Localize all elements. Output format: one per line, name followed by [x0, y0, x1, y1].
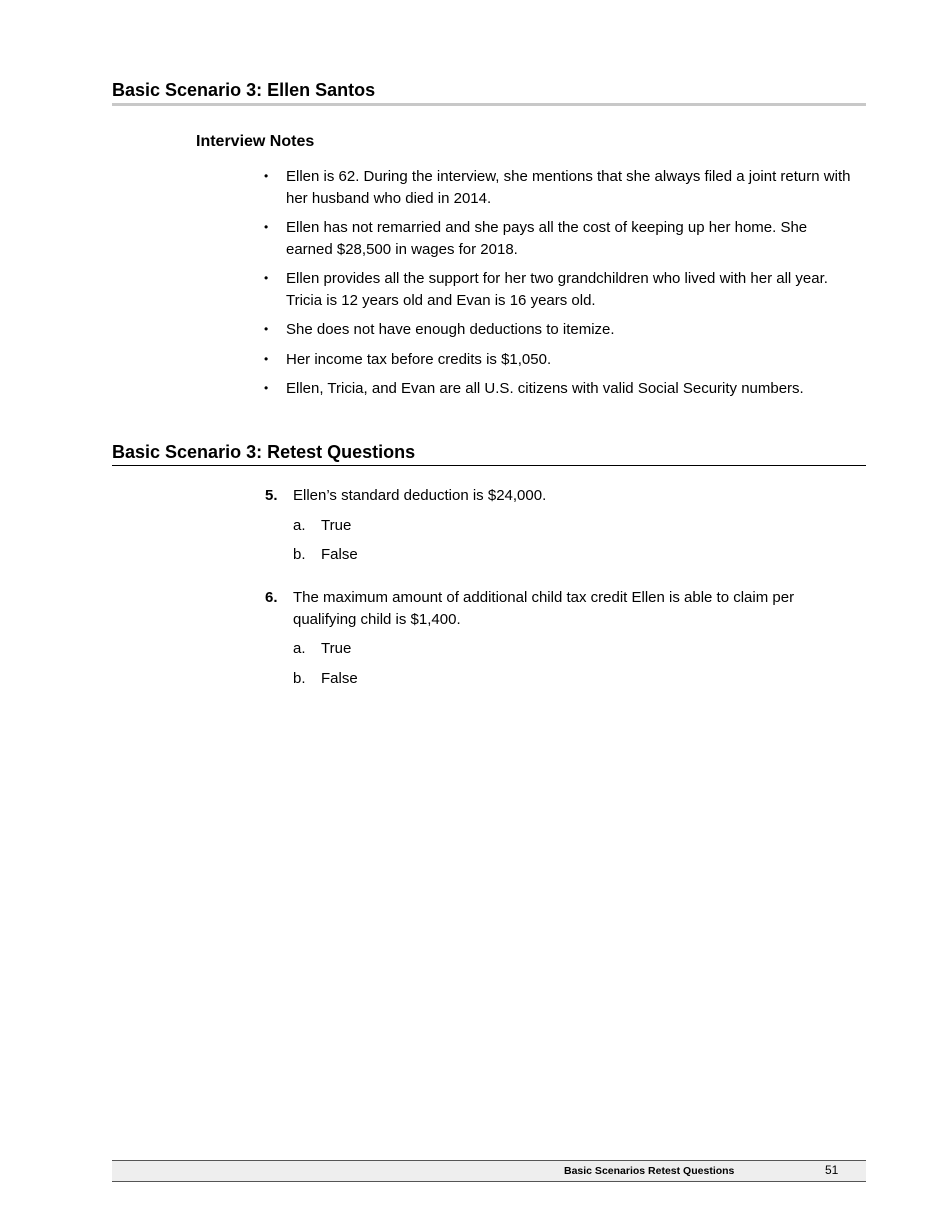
answer-option-false [293, 544, 845, 566]
page-footer [112, 1160, 866, 1182]
answer-option-true [293, 515, 845, 537]
list-item [264, 319, 854, 341]
question-text: Ellen’s standard deduction is $24,000. [293, 487, 547, 504]
answer-option-false [293, 668, 845, 690]
answer-option-true [293, 638, 845, 660]
option-letter: b. [293, 546, 306, 563]
option-letter: a. [293, 640, 306, 657]
section-heading-scenario: Basic Scenario 3: Ellen Santos [112, 80, 376, 100]
question-number: 6. [265, 589, 278, 606]
bullet-icon: • [264, 351, 269, 366]
option-text: False [321, 669, 358, 687]
answer-options [293, 638, 845, 689]
page-number: 51 [825, 1163, 839, 1177]
list-item [264, 217, 854, 260]
answer-options [293, 515, 845, 566]
footer-title: Basic Scenarios Retest Questions [564, 1165, 735, 1177]
option-text: False [321, 546, 358, 563]
bullet-icon: • [264, 220, 269, 234]
heading-rule [112, 465, 866, 466]
option-letter: b. [293, 669, 306, 687]
note-text: Ellen is 62. During the interview, she mentions that she always filed a joint return with her husband who died in 2014. [286, 168, 851, 207]
question-stem [265, 485, 845, 507]
option-text: True [321, 640, 352, 657]
interview-notes-heading: Interview Notes [196, 133, 315, 150]
section-heading-retest: Basic Scenario 3: Retest Questions [112, 442, 416, 462]
bullet-icon: • [264, 381, 269, 395]
bullet-icon: • [264, 271, 269, 285]
list-item [264, 378, 854, 400]
bullet-icon: • [264, 322, 269, 336]
heading-rule [112, 103, 866, 106]
interview-notes-list [264, 166, 854, 408]
list-item [264, 166, 854, 209]
option-letter: a. [293, 516, 306, 534]
question-6 [265, 587, 845, 697]
question-stem [265, 587, 845, 630]
question-5 [265, 485, 845, 574]
list-item [264, 268, 854, 311]
note-text: Her income tax before credits is $1,050. [286, 350, 552, 368]
note-text: She does not have enough deductions to itemize. [286, 321, 615, 338]
note-text: Ellen provides all the support for her two grandchildren who lived with her all year. Tricia is 12 years old and Evan is 16 years old. [286, 270, 828, 309]
option-text: True [321, 516, 352, 534]
bullet-icon: • [264, 169, 269, 183]
note-text: Ellen, Tricia, and Evan are all U.S. citizens with valid Social Security numbers. [286, 380, 804, 397]
list-item [264, 349, 854, 371]
question-number: 5. [265, 487, 278, 504]
question-text: The maximum amount of additional child tax credit Ellen is able to claim per qualifying child is $1,400. [293, 589, 795, 628]
note-text: Ellen has not remarried and she pays all the cost of keeping up her home. She earned $28,500 in wages for 2018. [286, 219, 808, 258]
